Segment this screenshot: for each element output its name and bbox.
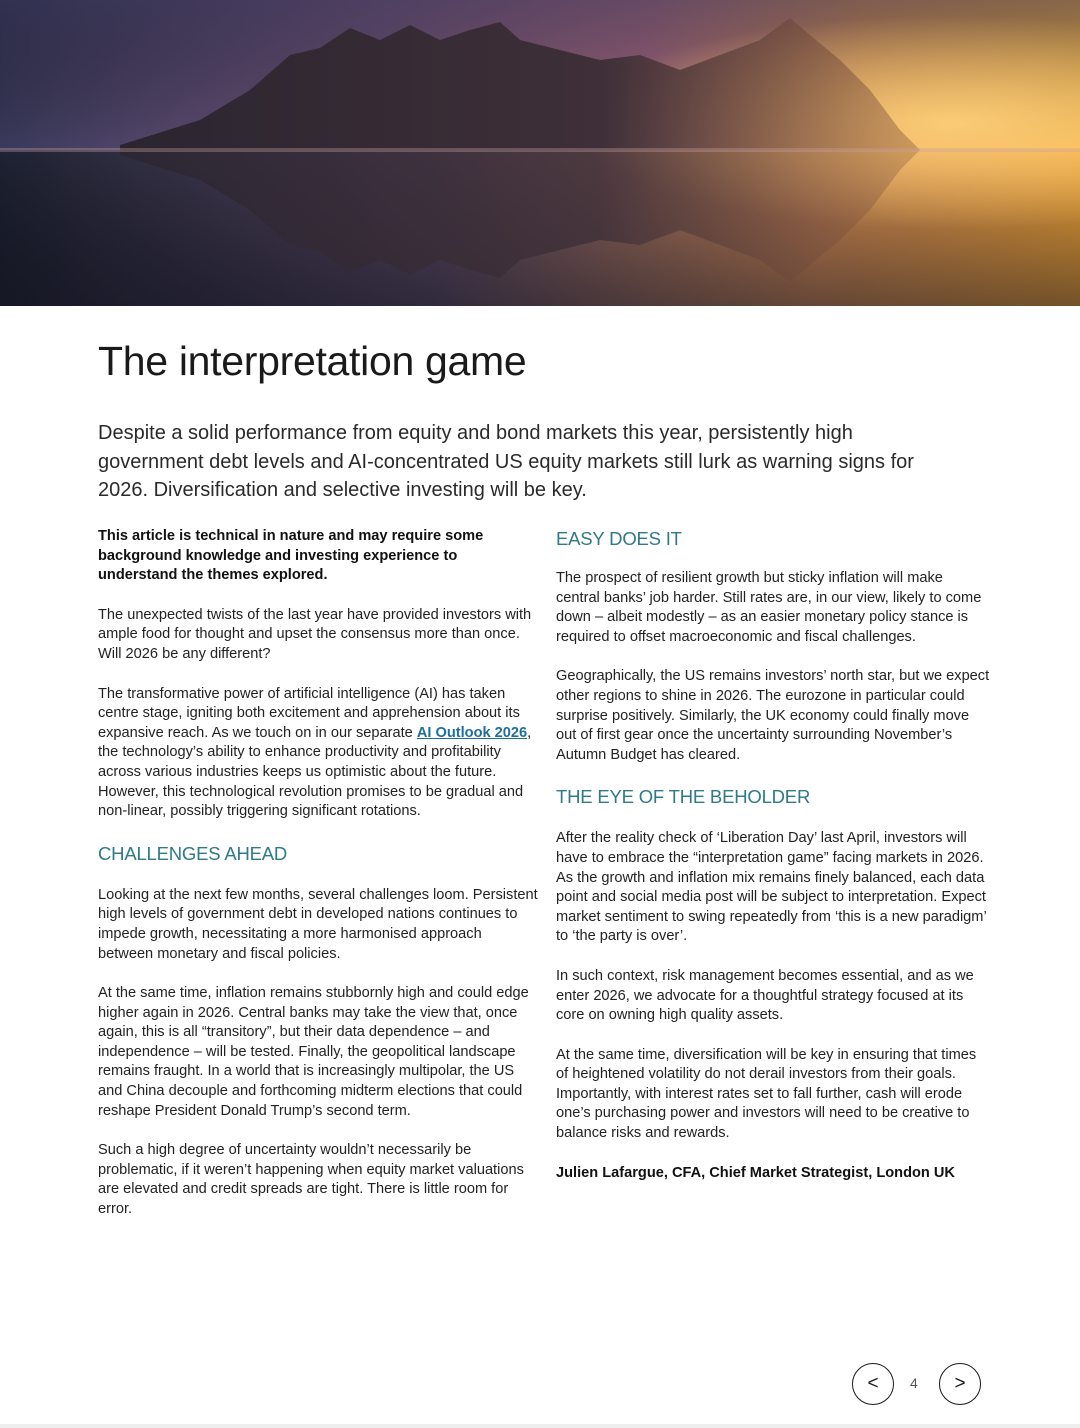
body-paragraph-ai: The transformative power of artificial intelligence (AI) has taken centre stage, igniting both excitement and apprehension about its expansive reach. As we touch on in our separate AI Outlook 2026, the technology’s ability to enhance productivity and profitability across various industries keeps us optimistic about the future. However, this technological revolution promises to be gradual and non-linear, possibly triggering significant rotations.: [98, 685, 532, 820]
hero-image: [0, 0, 1080, 306]
left-column: [98, 527, 538, 1240]
intro-paragraph: Despite a solid performance from equity and bond markets this year, persistently high government debt levels and AI-concentrated US equity markets still lurk as warning signs for 2026. Diversification and selective investing will be key.: [98, 422, 914, 501]
page-number: 4: [910, 1375, 918, 1391]
disclaimer-text: This article is technical in nature and may require some background knowledge and investing experience to understand the themes explored.: [98, 528, 484, 584]
body-paragraph: Such a high degree of uncertainty wouldn’t necessarily be problematic, if it weren’t happening when equity market valuations are elevated and credit spreads are tight. There is little room for error.: [98, 1142, 524, 1218]
right-column: [556, 527, 990, 1203]
heading-eye-of-the-beholder: THE EYE OF THE BEHOLDER: [556, 786, 811, 808]
body-paragraph: The unexpected twists of the last year have provided investors with ample food for thought and upset the consensus more than once. Will 2026 be any different?: [98, 606, 532, 662]
body-paragraph: Looking at the next few months, several challenges loom. Persistent high levels of government debt in developed nations continues to impede growth, necessitating a more harmonised approach between monetary and fiscal policies.: [98, 886, 538, 962]
body-paragraph: At the same time, inflation remains stubbornly high and could edge higher again in 2026. Central banks may take the view that, once again, this is all “transitory”, but their data dependence – and independence – will be tested. Finally, the geopolitical landscape remains fraught. In a world that is increasingly multipolar, the US and China decouple and forthcoming midterm elections that could reshape President Donald Trump’s second term.: [98, 985, 529, 1119]
body-paragraph: In such context, risk management becomes essential, and as we enter 2026, we advocate for a thoughtful strategy focused at its core on owning high quality assets.: [556, 967, 974, 1024]
bottom-divider: [0, 1424, 1080, 1428]
author-byline: Julien Lafargue, CFA, Chief Market Strategist, London UK: [556, 1164, 955, 1181]
heading-easy-does-it: EASY DOES IT: [556, 528, 682, 549]
ai-outlook-link[interactable]: AI Outlook 2026: [416, 724, 528, 741]
body-paragraph: After the reality check of ‘Liberation Day’ last April, investors will have to embrace the “interpretation game” facing markets in 2026. As the growth and inflation mix remains finely balanced, each data point and social media post will be subject to interpretation. Expect market sentiment to swing repeatedly from ‘this is a new paradigm’ to ‘the party is over’.: [556, 830, 987, 945]
body-paragraph: Geographically, the US remains investors’ north star, but we expect other regions to shine in 2026. The eurozone in particular could surprise positively. Similarly, the UK economy could finally move out of first gear once the uncertainty surrounding November’s Autumn Budget has cleared.: [556, 668, 990, 763]
heading-challenges-ahead: CHALLENGES AHEAD: [98, 842, 288, 864]
page-title: The interpretation game: [98, 338, 527, 384]
previous-page-button[interactable]: <: [852, 1363, 894, 1405]
body-paragraph: The prospect of resilient growth but sticky inflation will make central banks’ job harder. Still rates are, in our view, likely to come down – albeit modestly – as an easier monetary policy stance is required to offset macroeconomic and fiscal challenges.: [556, 570, 982, 645]
pagination: [852, 1363, 984, 1407]
next-page-button[interactable]: >: [939, 1363, 981, 1405]
body-paragraph: At the same time, diversification will be key in ensuring that times of heightened volatility do not derail investors from their goals. Importantly, with interest rates set to fall further, cash will erode one’s purchasing power and investors will need to be creative to balance risks and rewards.: [556, 1046, 977, 1142]
